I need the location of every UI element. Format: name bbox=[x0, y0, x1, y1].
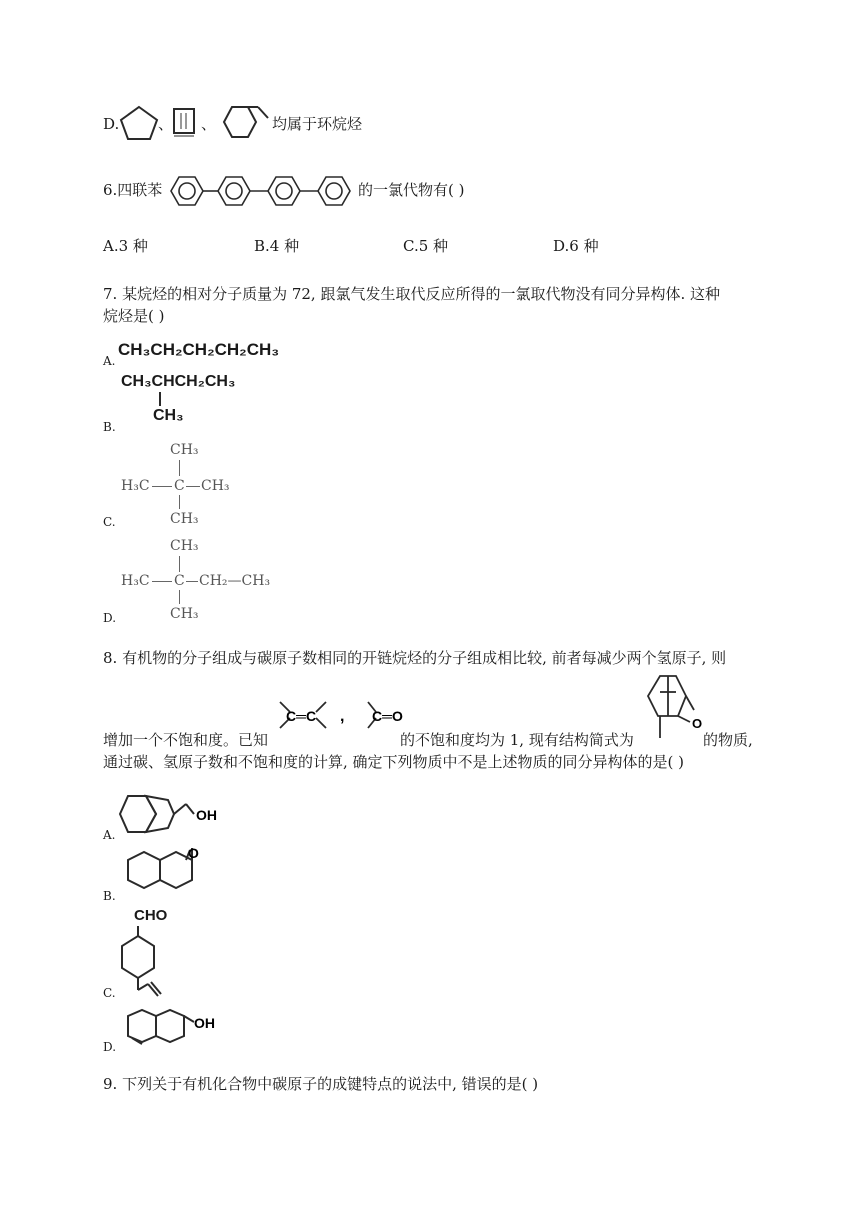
q7-c-right: CH₃ bbox=[201, 478, 230, 494]
q7-d-left: H₃C bbox=[121, 573, 150, 589]
q6-stem-prefix: 6.四联苯 bbox=[103, 181, 163, 199]
q7-c-bond-bottom bbox=[179, 495, 180, 509]
q8-option-b-label[interactable]: B. bbox=[103, 889, 116, 903]
q7-c-bond-right bbox=[186, 486, 200, 487]
q7-stem-line2: 烷烃是( ) bbox=[103, 307, 165, 325]
q6-option-d[interactable]: D.6 种 bbox=[553, 237, 599, 255]
q7-formula-b-main: CH₃CHCH₂CH₃ bbox=[121, 373, 236, 390]
q8-known-groups-structure bbox=[278, 698, 406, 738]
q8-bicyclic-ketone-structure bbox=[638, 670, 704, 742]
cyclopentane-structure bbox=[118, 104, 160, 142]
q5-option-d-prefix: D. bbox=[103, 115, 120, 133]
q8-option-c-structure bbox=[116, 924, 176, 1002]
q7-c-left: H₃C bbox=[121, 478, 150, 494]
q7-option-b-label[interactable]: B. bbox=[103, 420, 116, 434]
q7-c-bond-left bbox=[152, 486, 172, 487]
q7-formula-a: CH₃CH₂CH₂CH₂CH₃ bbox=[118, 340, 280, 359]
q8-option-d-structure bbox=[116, 1006, 226, 1052]
q8-c-cho: CHO bbox=[134, 907, 168, 924]
q7-b-branch-bond bbox=[159, 392, 161, 406]
q6-option-c[interactable]: C.5 种 bbox=[403, 237, 449, 255]
q8-known-cc: C═C bbox=[286, 708, 317, 724]
q8-option-a-label[interactable]: A. bbox=[103, 828, 116, 842]
q7-formula-b-branch: CH₃ bbox=[153, 407, 184, 424]
q7-option-d-label[interactable]: D. bbox=[103, 611, 117, 625]
q8-stem-line2-c: 的物质, bbox=[703, 731, 753, 749]
q7-c-bottom: CH₃ bbox=[170, 511, 199, 527]
q7-d-bond-bottom bbox=[179, 590, 180, 604]
q7-d-center: C bbox=[174, 573, 185, 589]
q7-option-c-label[interactable]: C. bbox=[103, 515, 116, 529]
q7-d-bond-top bbox=[179, 556, 180, 572]
q8-a-oh: OH bbox=[196, 807, 217, 823]
q7-d-bond-left bbox=[152, 581, 172, 582]
q8-stem-line1: 8. 有机物的分子组成与碳原子数相同的开链烷烃的分子组成相比较, 前者每减少两个氢原子, 则 bbox=[103, 649, 727, 667]
q7-d-bond-right bbox=[186, 581, 198, 582]
q8-option-c-label[interactable]: C. bbox=[103, 986, 116, 1000]
q7-d-right: CH₂—CH₃ bbox=[199, 573, 271, 589]
q8-stem-line3: 通过碳、氢原子数和不饱和度的计算, 确定下列物质中不是上述物质的同分异构体的是( ) bbox=[103, 753, 685, 771]
q8-option-d-label[interactable]: D. bbox=[103, 1040, 117, 1054]
q7-option-a-label[interactable]: A. bbox=[103, 354, 116, 368]
q8-option-b-structure bbox=[116, 844, 206, 900]
methylcyclohexane-structure bbox=[218, 104, 276, 142]
q5-separator-2: 、 bbox=[201, 115, 217, 133]
q9-stem: 9. 下列关于有机化合物中碳原子的成键特点的说法中, 错误的是( ) bbox=[103, 1075, 539, 1093]
q8-stem-line2-b: 的不饱和度均为 1, 现有结构简式为 bbox=[400, 731, 634, 749]
q8-known-comma: , bbox=[340, 708, 345, 725]
q6-option-a[interactable]: A.3 种 bbox=[103, 237, 148, 255]
q8-option-a-structure bbox=[116, 792, 226, 838]
q7-c-bond-top bbox=[179, 460, 180, 476]
q8-b-o: O bbox=[188, 845, 199, 861]
q5-separator-1: 、 bbox=[158, 115, 174, 133]
q5-option-d-text: 均属于环烷烃 bbox=[272, 115, 363, 133]
quaterphenyl-structure bbox=[168, 172, 358, 210]
q6-option-b[interactable]: B.4 种 bbox=[254, 237, 300, 255]
cyclobutene-structure bbox=[172, 106, 198, 138]
q7-stem-line1: 7. 某烷烃的相对分子质量为 72, 跟氯气发生取代反应所得的一氯取代物没有同分异构体. 这种 bbox=[103, 285, 721, 303]
q6-stem-suffix: 的一氯代物有( ) bbox=[358, 181, 465, 199]
q8-known-co: C═O bbox=[372, 708, 403, 724]
q7-d-bottom: CH₃ bbox=[170, 606, 199, 622]
q7-d-top: CH₃ bbox=[170, 538, 199, 554]
q7-c-center: C bbox=[174, 478, 185, 494]
q8-ketone-o: O bbox=[692, 716, 703, 731]
q7-c-top: CH₃ bbox=[170, 442, 199, 458]
q8-d-oh: OH bbox=[194, 1015, 215, 1031]
q8-stem-line2-a: 增加一个不饱和度。已知 bbox=[103, 731, 269, 749]
